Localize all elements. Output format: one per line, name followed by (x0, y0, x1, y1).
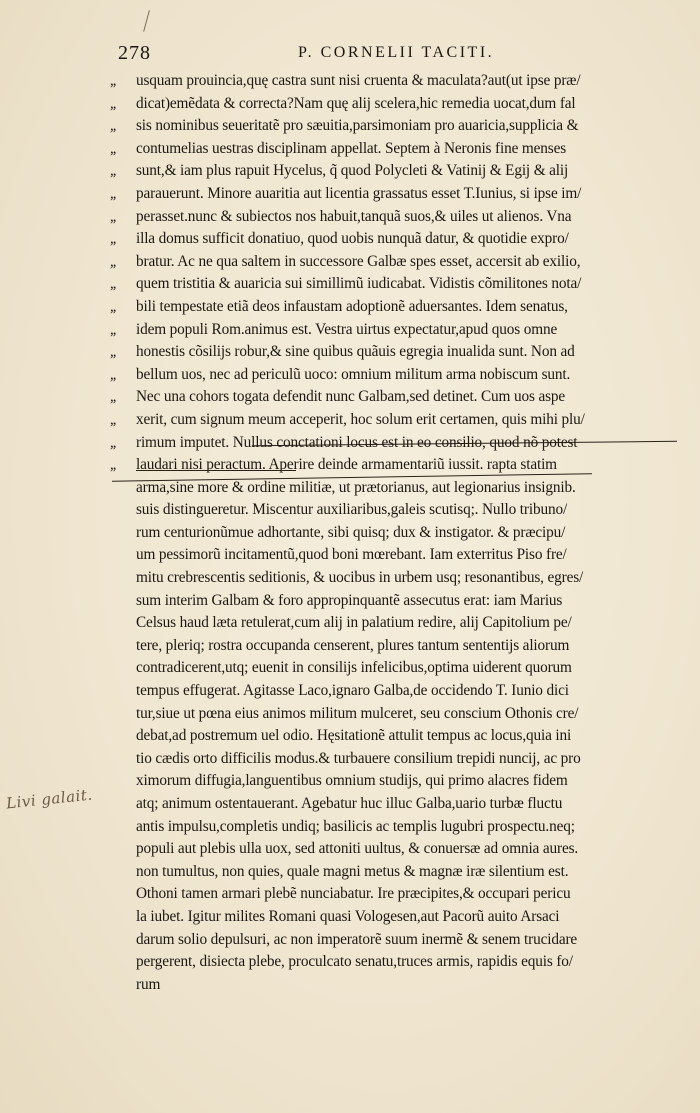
quotation-mark: ,, (110, 276, 116, 293)
quotation-mark: ,, (110, 457, 116, 474)
quotation-mark: ,, (110, 389, 116, 406)
text-line: non tumultus, non quies, quale magni metus & magnæ iræ silentium est. (136, 862, 569, 880)
quotation-marks-column (110, 70, 134, 477)
quotation-mark: ,, (110, 140, 116, 157)
text-line: idem populi Rom.animus est. Vestra uirtus expectatur,apud quos omne (136, 320, 558, 338)
text-line: rum (136, 975, 161, 993)
quotation-mark: ,, (110, 344, 116, 361)
text-line: rum centurionũmue adhortante, sibi quisq; dux & instigator. & præcipu/ (136, 523, 566, 541)
text-line: suis distingueretur. Miscentur auxiliaribus,galeis scutisq;. Nullo tribuno/ (136, 501, 568, 519)
body-text (136, 70, 676, 996)
text-line: honestis cõsilijs robur,& sine quibus quãuis egregia inualida sunt. Non ad (136, 343, 575, 361)
text-line: mitu crebrescentis seditionis, & uocibus in urbem usq; resonantibus, egres/ (136, 569, 584, 587)
text-line: laudari nisi peractum. Aperire deinde armamentariũ iussit. rapta statim (136, 456, 557, 474)
quotation-mark: ,, (110, 298, 116, 315)
text-line: xerit, cum signum meum acceperit, hoc solum erit certamen, quis mihi plu/ (136, 410, 585, 428)
text-line: Celsus haud læta retulerat,cum alij in palatium redire, alij Capitolium pe/ (136, 614, 572, 632)
ink-underline (136, 470, 296, 471)
quotation-mark: ,, (110, 434, 116, 451)
text-line: rimum imputet. Nullus conctationi locus est in eo consilio, quod nõ potest (136, 433, 578, 451)
text-line: atq; animum ostentauerant. Agebatur huc illuc Galba,uario turbæ fluctu (136, 795, 563, 812)
text-line: sum interim Galbam & foro appropinquantẽ assecutus erat: iam Marius (136, 591, 563, 609)
text-line: tio cædis orto difficilis modus.& turbauere consilium trepidi nuncij, ac pro (136, 749, 581, 767)
text-line: antis impulsu,completis undiq; basilicis ac templis lugubri prospectu.neq; (136, 817, 575, 835)
text-line: illa domus sufficit donatiuo, quod uobis nunquã datur, & quotidie expro/ (136, 230, 569, 248)
quotation-mark: ,, (110, 253, 116, 270)
text-line: tur,siue ut pœna eius animos militum mulceret, seu conscium Othonis cre/ (136, 704, 579, 722)
text-line: Nec una cohors togata defendit nunc Galbam,sed detinet. Cum uos aspe (136, 388, 566, 406)
quotation-mark: ,, (110, 73, 116, 89)
ink-mark (143, 10, 150, 32)
text-line: dicat)emẽdata & correcta?Nam quę alij scelera,hic remedia uocat,dum fal (136, 94, 576, 112)
quotation-mark: ,, (110, 231, 116, 248)
text-line: tempus effugerat. Agitasse Laco,ignaro Galba,de occidendo T. Iunio dici (136, 682, 569, 700)
text-line: um pessimorũ incitamentũ,quod boni mœrebant. Iam exterritus Piso fre/ (136, 546, 567, 564)
text-line: sunt,& iam plus rapuit Hycelus, q̃ quod Polycleti & Vatinij & Egij & alij (136, 162, 569, 180)
text-line: bili tempestate etiã deos infaustam adoptionẽ aduersantes. Idem senatus, (136, 297, 568, 315)
text-line: contradicerent,utq; euenit in consilijs infelicibus,optima uiderent quorum (136, 659, 572, 677)
quotation-mark: ,, (110, 95, 116, 112)
handwritten-margin-note: Livi galait. (5, 785, 94, 813)
text-line: sis nominibus seueritatẽ pro sæuitia,parsimoniam pro auaricia,supplicia & (136, 117, 579, 135)
text-line: perasset.nunc & subiectos nos habuit,tanquã suos,& uiles ut alienos. Vna (136, 207, 572, 225)
text-line: la iubet. Igitur milites Romani quasi Vologesen,aut Pacorũ auito Arsaci (136, 907, 560, 925)
text-line: contumelias uestras disciplinam appellat. Septem à Neronis fine menses (136, 139, 567, 157)
quotation-mark: ,, (110, 163, 116, 180)
running-head: P. CORNELII TACITI. (298, 44, 495, 61)
text-line: Othoni tamen armari plebẽ nunciabatur. Ire præcipites,& occupari pericu (136, 885, 571, 903)
text-line: usquam prouincia,quę castra sunt nisi cruenta & maculata?aut(ut ipse præ/ (136, 72, 581, 89)
text-line: debat,ad postremum uel odio. Hęsitationẽ attulit tempus ac locus,quia ini (136, 727, 572, 745)
text-line: quem tristitia & auaricia sui simillimũ iudicabat. Vidistis cõmilitones nota/ (136, 275, 582, 293)
text-line: bratur. Ac ne qua saltem in successore Galbæ spes esset, accersit ab exilio, (136, 252, 581, 270)
text-line: arma,sine more & ordine militiæ, ut prætorianus, aut legionarius insignib. (136, 478, 576, 496)
quotation-mark: ,, (110, 118, 116, 135)
text-line: darum solio depulsuri, ac non imperatorẽ suum inermẽ & senem trucidare (136, 930, 578, 948)
text-line: ximorum diffugia,languentibus omnium studijs, qui primo alacres fidem (136, 772, 568, 790)
page-number: 278 (118, 42, 151, 64)
text-line: parauerunt. Minore auaritia aut licentia grassatus esset T.Iunius, si ipse im/ (136, 184, 582, 202)
text-line: tere, pleriq; rostra occupanda censerent, plures tantum sententijs aliorum (136, 636, 570, 654)
quotation-mark: ,, (110, 321, 116, 338)
text-line: pergerent, disiecta plebe, proculcato senatu,truces armis, rapidis equis fo/ (136, 953, 573, 971)
text-line: bellum uos, nec ad periculũ uoco: omnium militum arma nobiscum sunt. (136, 365, 571, 383)
text-line: populi aut plebis ulla uox, sed attoniti uultus, & conuersæ ad omnia aures. (136, 840, 579, 858)
quotation-mark: ,, (110, 366, 116, 383)
quotation-mark: ,, (110, 208, 116, 225)
quotation-mark: ,, (110, 411, 116, 428)
quotation-mark: ,, (110, 185, 116, 202)
